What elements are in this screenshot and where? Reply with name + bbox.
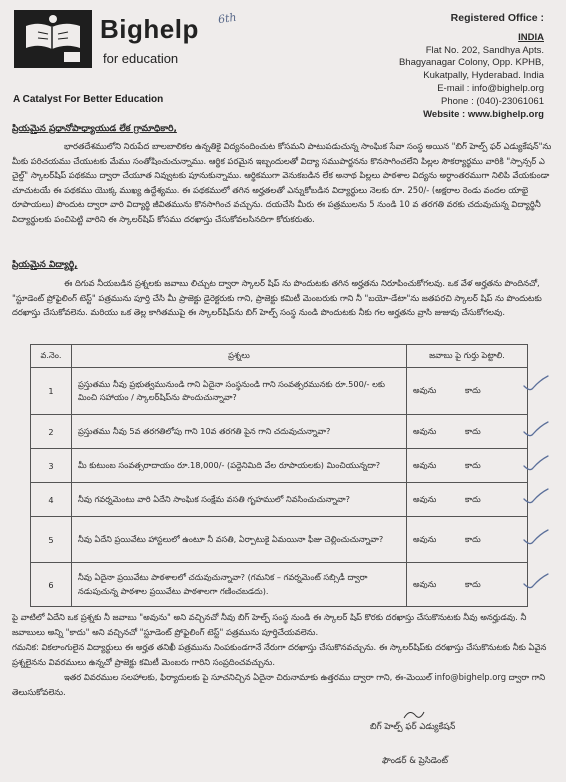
signature-title: ఫౌండర్ & ప్రెసిడెంట్ xyxy=(382,756,448,766)
registered-office-block xyxy=(344,12,544,121)
answer-options[interactable]: అవును కాదు xyxy=(407,449,528,483)
table-row: 5 నీవు ఏదేని ప్రయివేటు హాస్టలులో ఉంటూ నీ వసతి, ఏర్పాటుకై ఏమయినా ఫీజు చెల్లించుచున్నావా? అవును కాదు xyxy=(31,517,528,563)
table-row: 1 ప్రస్తుతము నీవు ప్రభుత్వమునుండి గాని ఏదైనా సంస్థనుండి గాని సంవత్సరమునకు రూ.500/- లకు మించి సహాయం / స్కాలర్‌షిప్‌ను పొందుచున్నావా? అవును కాదు xyxy=(31,368,528,415)
table-row: 3 మీ కుటుంబ సంవత్సరాదాయం రూ.18,000/- (పద్దెనిమిది వేల రూపాయలకు) మించియున్నదా? అవును కాదు xyxy=(31,449,528,483)
brand-subtitle: for education xyxy=(103,51,179,66)
answer-options[interactable]: అవును కాదు xyxy=(407,517,528,563)
paragraph-student: ఈ దిగువ నీయబడిన ప్రశ్నలకు జవాబు లిచ్చుట ద్వారా స్కాలర్ షిప్ ను పొందుటకు తగిన అర్హతను నిరూపించుకోగలవు. ఒక వేళ అర్హతను పొందినచో, "స్టూడెంట్ ప్రోఫైలింగ్ టెస్ట్" పత్రమును పూర్తి చేసి మీ ప్రాజెక్టు డైరెక్టరుకు గాని, ప్రాజెక్టు కమిటీ మెంబరుకు గాని నీ "బయో-డేటా"ను జతపరచి స్కాలర్ షిప్ ను పొందుటకు దరఖాస్తు చేసుకోవలెను. మరియు ఒక తెల్ల కాగితముపై ఈ స్కాలర్‌షిప్‌ను బిగ్ హెల్ప్ సంస్థ నుండి పొందుటకు నీకు గల అర్హతను వ్రాసి జుజువు చేసుకోగలవు. xyxy=(12,278,542,318)
brand-tagline: A Catalyst For Better Education xyxy=(13,94,164,105)
registered-office-title: Registered Office : xyxy=(450,12,544,24)
salutation-headmaster: ప్రియమైన ప్రధానోపాధ్యాయుడ లేక గ్రామాధికారి, xyxy=(12,124,177,134)
table-row: 4 నీవు గవర్నమెంటు వారి ఏదేని సాంఘిక సంక్షేమ వసతి గృహములో నివసించుచున్నావా? అవును కాదు xyxy=(31,483,528,517)
office-address-line: Flat No. 202, Sandhya Apts. xyxy=(425,44,544,56)
paragraph-intro: భారతదేశములోని నిరుపేద బాలబాలికల ఉన్నతికై విద్యనందించుట కోసమని పాటుపడుచున్న సాంఘిక సేవా సంస్థ అయిన "బిగ్ హెల్ప్ ఫర్ ఎడ్యుకేషన్"ను మీకు పరిచయము చేయుటకు మేము సంతోషించుచున్నాము. ఆర్థిక పరమైన ఇబ్బందులతో విద్యా సముపార్జనను కొనసాగించలేని పిల్లల సౌకర్యార్థము వారికి "స్పాన్సర్ ఎ చైల్డ్" స్కాలర్‌షిప్ పథకము ద్వారా చేయూత నివ్వుటకు పూనుకున్నాము. ఆర్థికముగా వెనుకబడిన లేక అనాథ పిల్లలు పాఠశాల విద్యను అర్ధాంతరముగా నిలిపి వేయకుండా చూచుటయే ఈ పథకము యొక్క ముఖ్య ఉద్దేశ్యము. ఈ పథకములో తగిన అర్హతలతో ఎన్నుకోబడిన విద్యార్థులు నెలకు రూ. 250/- (అక్షరాల రెండు వందల యాభై రూపాయలు) పొందుట ద్వారా వారి విద్యార్థి జీవితమును కొనసాగించ వచ్చును. దయచేసి మీరు ఈ పత్రములను 5 నుండి 10 వ తరగతి వరకు చదువుచున్న విద్యార్థినీ విద్యార్థులకు పంచిపెట్టి వారిని ఈ స్కాలర్‌షిప్ కోసము దరఖాస్తు చేసుకోవలసినదిగా కోరుకరుతు. xyxy=(12,141,552,224)
salutation-student: ప్రియమైన విద్యార్థి, xyxy=(12,260,78,270)
signature-organisation: బిగ్ హెల్ప్ ఫర్ ఎడ్యుకేషన్ xyxy=(370,722,456,732)
handwritten-note: 6th xyxy=(217,10,238,27)
office-email: E-mail : info@bighelp.org xyxy=(437,82,544,94)
answer-options[interactable]: అవును కాదు xyxy=(407,483,528,517)
paragraph-instructions: పై వాటిలో ఏదేని ఒక ప్రశ్నకు నీ జవాబు "అవును" అని వచ్చినచో నీవు బిగ్ హెల్ప్ సంస్థ నుండి ఈ స్కాలర్ షిప్ కొరకు దరఖాస్తు చేసుకొనుటకు నీవు అనర్హుడవు. నీ జవాబులు అన్ని "కాదు" అని వచ్చినచో "స్టూడెంట్ ప్రోఫైలింగ్ టెస్ట్" పత్రమును పూర్తిచేయవలెను. xyxy=(12,612,527,637)
table-row: 6 నీవు ఏదైనా ప్రయివేటు పాఠశాలలో చదువుచున్నావా? (గమనిక – గవర్నమెంట్ సబ్సిడీ ద్వారా నడుపుచున్న పాఠశాల ప్రయివేటు పాఠశాలగా గణించబడదు). అవును కాదు xyxy=(31,563,528,607)
table-header-row xyxy=(31,345,528,368)
brand-name: Bighelp xyxy=(100,14,199,44)
table-row: 2 ప్రస్తుతము నీవు 5వ తరగతిలోపు గాని 10వ తరగతి పైన గాని చదువుచున్నావా? అవును కాదు xyxy=(31,415,528,449)
col-header-answer: జవాబు పై గుర్తు పెట్టాలి. xyxy=(407,345,528,368)
eligibility-table xyxy=(30,344,528,607)
office-phone: Phone : (040)-23061061 xyxy=(441,95,544,107)
office-address-line: Bhagyanagar Colony, Opp. KPHB, xyxy=(398,57,544,69)
answer-options[interactable]: అవును కాదు xyxy=(407,368,528,415)
office-address-line: Kukatpally, Hyderabad. India xyxy=(423,70,544,82)
paragraph-contact: ఇతర వివరముల సలహాలకు, ఫిర్యాదులకు పై సూచనిచ్చిన ఏదైనా చిరునామాకు ఉత్తరము ద్వారా గాని, ఈ-మెయిల్ info@bighelp.org ద్వారా గాని తెలుసుకోవలెను. xyxy=(12,672,546,697)
signature-mark xyxy=(400,706,440,722)
col-header-question: ప్రశ్నలు xyxy=(72,345,407,368)
bighelp-logo-icon xyxy=(12,8,94,70)
paragraph-note: గమనిక: వికలాంగులైన విద్యార్థులు ఈ అర్హత తనిఖీ పత్రమును నింపకుండగానే నేరుగా దరఖాస్తు చేసుకొనవచ్చును. ఈ స్కాలర్‌షిప్‌కు దరఖాస్తు చేసుకొనుటకు నీకు ఏవైన ప్రశ్నలైనను వివరములు ఉన్నచో ప్రాజెక్టు కమిటీ మెంబరు గారిని సంప్రదించవచ్చును. xyxy=(12,642,547,667)
col-header-no: వ.నెం. xyxy=(31,345,72,368)
answer-options[interactable]: అవును కాదు xyxy=(407,415,528,449)
office-website: Website : www.bighelp.org xyxy=(423,108,544,120)
answer-options[interactable]: అవును కాదు xyxy=(407,563,528,607)
office-country: INDIA xyxy=(518,31,544,43)
